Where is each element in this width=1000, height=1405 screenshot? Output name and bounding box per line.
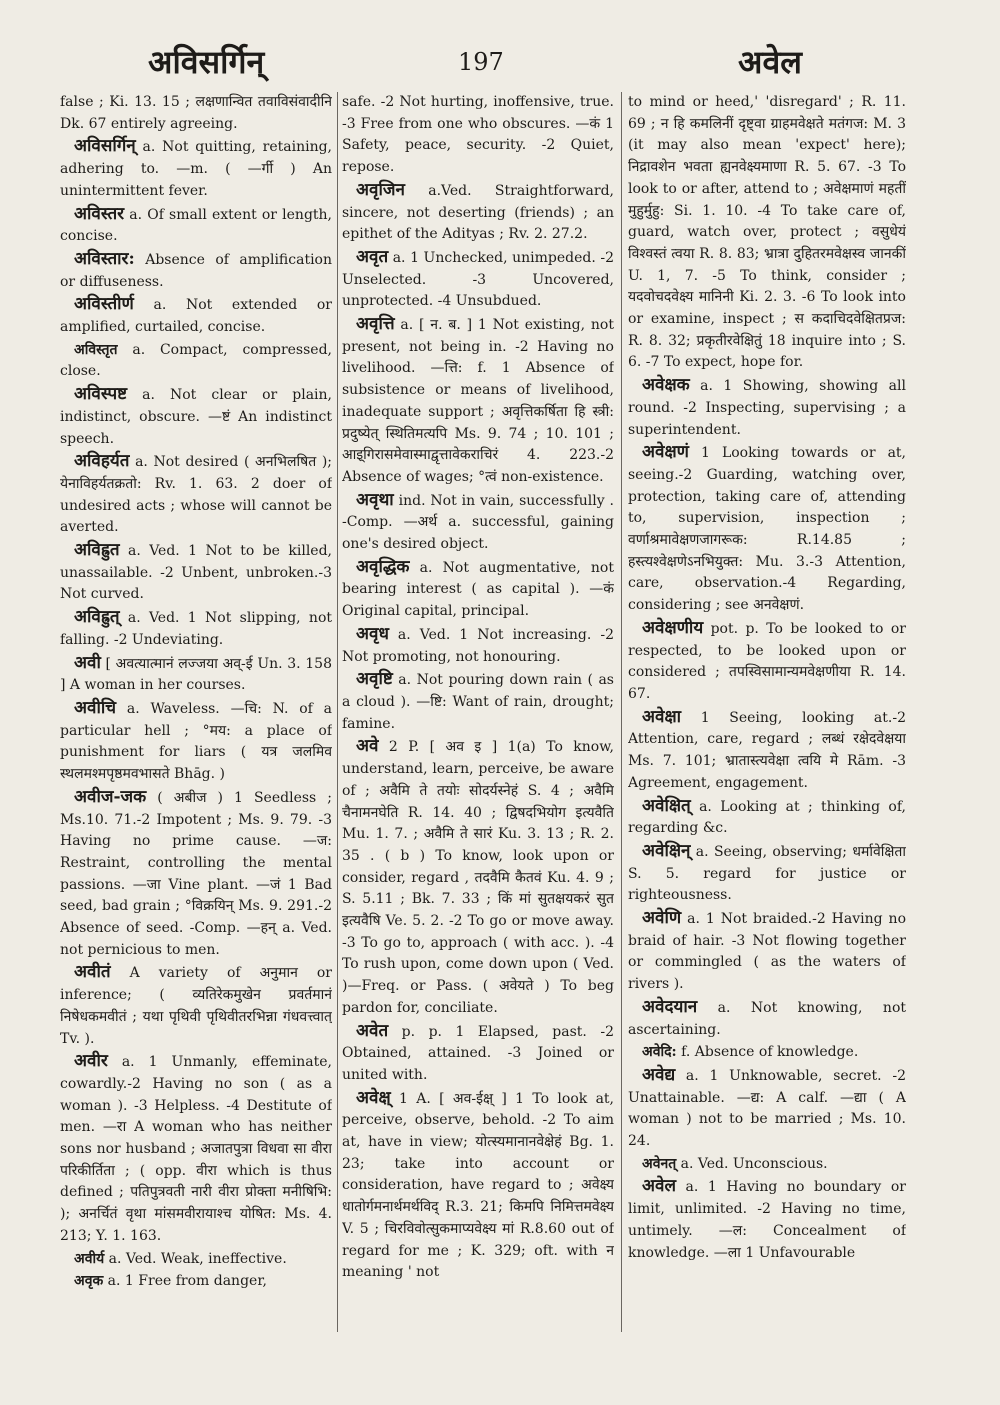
headword: अवृत	[356, 246, 389, 267]
headword: अवीतं	[74, 962, 111, 983]
dictionary-entry: अवे 2 P. [ अव इ ] 1(a) To know, understand, learn, perceive, be aware of ; अवैमि ते तयोः सोदर्यस्नेहं S. 4 ; अवैमि चैनामनघेति R. 14. 40 ; द्विषदभियोग इत्यवैति Mu. 1. 7. ; अवैमि ते सारं Ku. 3. 13 ; R. 2. 35 . ( b ) To know, look upon or consider, regard , तदवैमि कैतवं Ku. 4. 9 ; S. 5.11 ; Bk. 7. 33 ; किं मां सुतक्षयकरं सुत इत्यवैषि Ve. 5. 2. -2 To go or move away. -3 To go to, approach ( with acc. ). -4 To rush upon, come down upon ( Ved. )—Freq. or Pass. ( अवेयते ) To beg pardon for, conciliate.	[342, 736, 614, 1016]
headword: अवेद्य	[642, 1064, 676, 1085]
headword: अवेक्षणीय	[642, 617, 704, 638]
headword: अवृध	[356, 623, 389, 644]
headword: अवे	[356, 736, 379, 757]
dictionary-entry: अवीर a. 1 Unmanly, effeminate, cowardly.-2 Having no son ( as a woman ). -3 Helpless. -4 Destitute of men. —रा A woman who has neither sons nor husband ; अजातपुत्रा विधवा सा वीरा परिकीर्तिता ; ( opp. वीरा which is thus defined ; पतिपुत्रवती नारी वीरा प्रोक्ता मनीषिभि: ); अनर्चितं वृथा मांसमवीरायाश्च योषित: Ms. 4. 213; Y. 1. 163.	[60, 1051, 332, 1244]
dictionary-entry: अवीतं A variety of अनुमान or inference; ( व्यतिरेकमुखेन प्रवर्तमानं निषेधकमवीतं ; यथा पृथिवी पृथिवीतरभिन्ना गंधवत्त्वात् Tv. ).	[60, 962, 332, 1047]
headword: अवीर्य	[74, 1250, 105, 1267]
dictionary-entry: अवेदि: f. Absence of knowledge.	[642, 1044, 859, 1061]
dictionary-entry: अविह्रुत a. Ved. 1 Not to be killed, unassailable. -2 Unbent, unbroken.-3 Not curved.	[60, 540, 332, 603]
headword: अवेनत्	[642, 1155, 677, 1172]
dictionary-entry: अवृध a. Ved. 1 Not increasing. -2 Not promoting, not honouring.	[342, 623, 614, 665]
dictionary-entry: अवेत p. p. 1 Elapsed, past. -2 Obtained, attained. -3 Joined or united with.	[342, 1020, 614, 1083]
dictionary-entry: अविस्तार: Absence of amplification or diffuseness.	[60, 248, 332, 290]
header-left-word: अविसर्गिन्	[148, 43, 265, 81]
column-2	[342, 92, 614, 1392]
headword: अवेत	[356, 1020, 389, 1041]
headword: अविह्रुत	[74, 540, 120, 561]
dictionary-entry: अवृत a. 1 Unchecked, unimpeded. -2 Unselected. -3 Uncovered, unprotected. -4 Unsubdued.	[342, 246, 614, 310]
headword: अवीचि	[74, 697, 117, 718]
dictionary-entry: अवृजिन a.Ved. Straightforward, sincere, not deserting (friends) ; an epithet of the Adityas ; Rv. 2. 27.2.	[342, 179, 614, 243]
headword: अविस्तीर्ण	[74, 294, 134, 315]
dictionary-entry: अवेक्षित् a. Looking at ; thinking of, regarding &c.	[628, 795, 906, 837]
column-divider	[337, 92, 338, 1332]
headword: अवृक	[74, 1273, 104, 1290]
headword: अवेक्षणं	[642, 442, 689, 463]
dictionary-entry: अविस्तर a. Of small extent or length, concise.	[60, 203, 332, 245]
dictionary-entry: अवेल a. 1 Having no boundary or limit, unlimited. -2 Having no time, untimely. —ल: Concealment of knowledge. —ला 1 Unfavourable	[628, 1176, 906, 1261]
headword: अवेक्षक	[642, 375, 690, 396]
headword: अवीर	[74, 1051, 108, 1072]
dictionary-entry: अवेनत् a. Ved. Unconscious.	[642, 1155, 828, 1172]
headword: अविस्पष्ट	[74, 384, 128, 405]
headword: अवेक्ष्	[356, 1087, 391, 1108]
dictionary-entry: अविस्पष्ट a. Not clear or plain, indistinct, obscure. —ष्टं An indistinct speech.	[60, 384, 332, 447]
headword: अवेल	[642, 1176, 676, 1197]
column-1	[60, 92, 332, 1392]
headword: अवेक्षित्	[642, 795, 691, 816]
dictionary-entry: अवीज-जक ( अबीज ) 1 Seedless ; Ms.10. 71.-2 Impotent ; Ms. 9. 79. -3 Having no prime cause. —ज: Restraint, controlling the mental passions. —जा Vine plant. —जं 1 Bad seed, bad grain ; °विक्रयिन् Ms. 9. 291.-2 Absence of seed. -Comp. —हन् a. Ved. not pernicious to men.	[60, 786, 332, 958]
column-3	[628, 92, 906, 1392]
column-divider	[621, 92, 622, 1332]
dictionary-entry: अवेक्षणं 1 Looking towards or at, seeing.-2 Guarding, watching over, protection, taking care of, attending to, supervision, inspection ; वर्णाश्रमावेक्षणजागरूक: R.14.85 ; हस्त्यश्वेक्षणेऽनभियुक्त: Mu. 3.-3 Attention, care, observation.-4 Regarding, considering ; see अनवेक्षणं.	[628, 442, 906, 614]
headword: अवेक्षिन्	[642, 840, 691, 861]
dictionary-entry: अवृष्टि a. Not pouring down rain ( as a cloud ). —ष्टि: Want of rain, drought; famine.	[342, 669, 614, 732]
headword: अविसर्गिन्	[74, 136, 136, 157]
header-right-word: अवेल	[738, 43, 802, 81]
dictionary-entry: अवेक्ष् 1 A. [ अव-ईक्ष् ] 1 To look at, perceive, observe, behold. -2 To aim at, have in view; योत्स्यमानानवेक्षेहं Bg. 1. 23; take into account or consideration, have regard to ; अवेक्ष्य धातोर्गमनार्थमर्थविद् R.3. 21; किमपि निमित्तमवेक्ष्य V. 5 ; चिरविवोत्सुकमाप्यवेक्ष्य मां R.8.60 out of regard for me ; K. 329; oft. with न meaning ' not	[342, 1087, 614, 1281]
dictionary-entry: अवेक्षिन् a. Seeing, observing; धर्मावेक्षिता S. 5. regard for justice or righteousness.	[628, 840, 906, 904]
dictionary-entry: अविसर्गिन् a. Not quitting, retaining, adhering to. —m. ( —र्गी ) An unintermittent fever.	[60, 136, 332, 199]
headword: अवृत्ति	[356, 314, 395, 335]
dictionary-entry: अवी [ अवत्यात्मानं लज्जया अव्-ई Un. 3. 158 ] A woman in her courses.	[60, 652, 332, 694]
dictionary-entry: अवेणि a. 1 Not braided.-2 Having no braid of hair. -3 Not flowing together or commingled ( as the waters of rivers ).	[628, 908, 906, 993]
dictionary-entry: अवीर्य a. Ved. Weak, ineffective.	[74, 1250, 287, 1267]
dictionary-entry: अवेक्षा 1 Seeing, looking at.-2 Attention, care, regard ; लब्धं रक्षेदवेक्षया Ms. 7. 101; भ्रातास्त्यवेक्षा त्वयि मे Rām. -3 Agreement, engagement.	[628, 706, 906, 791]
headword: अविस्तर	[74, 203, 125, 224]
headword: अवेदयान	[642, 996, 698, 1017]
dictionary-entry: अवेक्षक a. 1 Showing, showing all round. -2 Inspecting, supervising ; a superintendent.	[628, 375, 906, 438]
headword: अवेक्षा	[642, 706, 682, 727]
dictionary-entry: अविह्रुत् a. Ved. 1 Not slipping, not falling. -2 Undeviating.	[60, 607, 332, 648]
headword: अविस्तृत	[74, 341, 118, 358]
headword: अविह्रुत्	[74, 607, 120, 628]
headword: अवृजिन	[356, 179, 405, 200]
dictionary-entry: अवृक a. 1 Free from danger,	[74, 1273, 267, 1290]
headword: अवी	[74, 652, 101, 673]
headword: अवृथा	[356, 489, 394, 510]
dictionary-entry: अवृत्ति a. [ न. ब. ] 1 Not existing, not present, not being in. -2 Having no livelihood. —त्ति: f. 1 Absence of subsistence or means of livelihood, inadequate support ; अवृत्तिकर्षिता हि स्त्री: प्रदुष्येत् स्थितिमत्यपि Ms. 9. 74 ; 10. 101 ; आइ्गिरासमेवास्माद्वृत्तावेकराचिरं 4. 223.-2 Absence of wages; °त्वं non-existence.	[342, 314, 614, 485]
dictionary-entry: अवृथा ind. Not in vain, successfully . -Comp. —अर्थ a. successful, gaining one's desired object.	[342, 489, 614, 553]
headword: अवृष्टि	[356, 669, 393, 690]
dictionary-entry: अवृद्धिक a. Not augmentative, not bearing interest ( as capital ). —कं Original capital, principal.	[342, 556, 614, 620]
page-header	[0, 40, 1000, 90]
dictionary-entry: अविस्तीर्ण a. Not extended or amplified, curtailed, concise.	[60, 294, 332, 336]
dictionary-entry: अवीचि a. Waveless. —चि: N. of a particular hell ; °मय: a place of punishment for liars ( यत्र जलमिव स्थलमश्मपृष्ठमवभासते Bhāg. )	[60, 697, 332, 783]
page-number: 197	[458, 48, 504, 76]
headword: अवेदि:	[642, 1044, 677, 1061]
dictionary-entry: safe. -2 Not hurting, inoffensive, true. -3 Free from one who obscures. —कं 1 Safety, peace, security. -2 Quiet, repose.	[342, 94, 614, 176]
headword: अविस्तार:	[74, 248, 135, 269]
headword: अवृद्धिक	[356, 556, 410, 577]
headword: अवीज-जक	[74, 786, 147, 807]
dictionary-entry: अविहर्यत a. Not desired ( अनभिलषित ); येनाविहर्यतक्रतो: Rv. 1. 63. 2 doer of undesired acts ; whose will cannot be averted.	[60, 451, 332, 536]
dictionary-entry: to mind or heed,' 'disregard' ; R. 11. 69 ; न हि कमलिनीं दृष्ट्वा ग्राहमवेक्षते मतंगज: M. 3 (it may also mean 'expect' here); निद्रावशेन भवता ह्यनवेक्ष्यमाणा R. 5. 67. -3 To look to or after, attend to ; अवेक्षमाणं महतीं मुहुर्मुहु: Si. 1. 10. -4 To take care of, guard, watch over, protect ; वसुधेयं विश्वस्तं त्वया R. 8. 83; भ्रात्रा दुहितरमवेक्षस्व जानकीं U. 1, 7. -5 To think, consider ; यदवोचदवेक्ष्य मानिनी Ki. 2. 3. -6 To look into or examine, inspect ; स कदाचिदवेक्षितप्रज: R. 8. 32; प्रकृतीरवेक्षितुं 18 inquire into ; S. 6. -7 To expect, hope for.	[628, 94, 906, 371]
headword: अविहर्यत	[74, 451, 130, 472]
dictionary-entry: अवेक्षणीय pot. p. To be looked to or respected, to be looked upon or considered ; तपस्विसामान्यमवेक्षणीया R. 14. 67.	[628, 617, 906, 702]
dictionary-entry: false ; Ki. 13. 15 ; लक्षणान्वित तवाविसंवादीनि Dk. 67 entirely agreeing.	[60, 94, 332, 132]
dictionary-entry: अवेदयान a. Not knowing, not ascertaining.	[628, 996, 906, 1038]
dictionary-entry: अविस्तृत a. Compact, compressed, close.	[60, 341, 332, 380]
headword: अवेणि	[642, 908, 682, 929]
dictionary-entry: अवेद्य a. 1 Unknowable, secret. -2 Unattainable. —द्य: A calf. —द्या ( A woman ) not to be married ; Ms. 10. 24.	[628, 1064, 906, 1150]
